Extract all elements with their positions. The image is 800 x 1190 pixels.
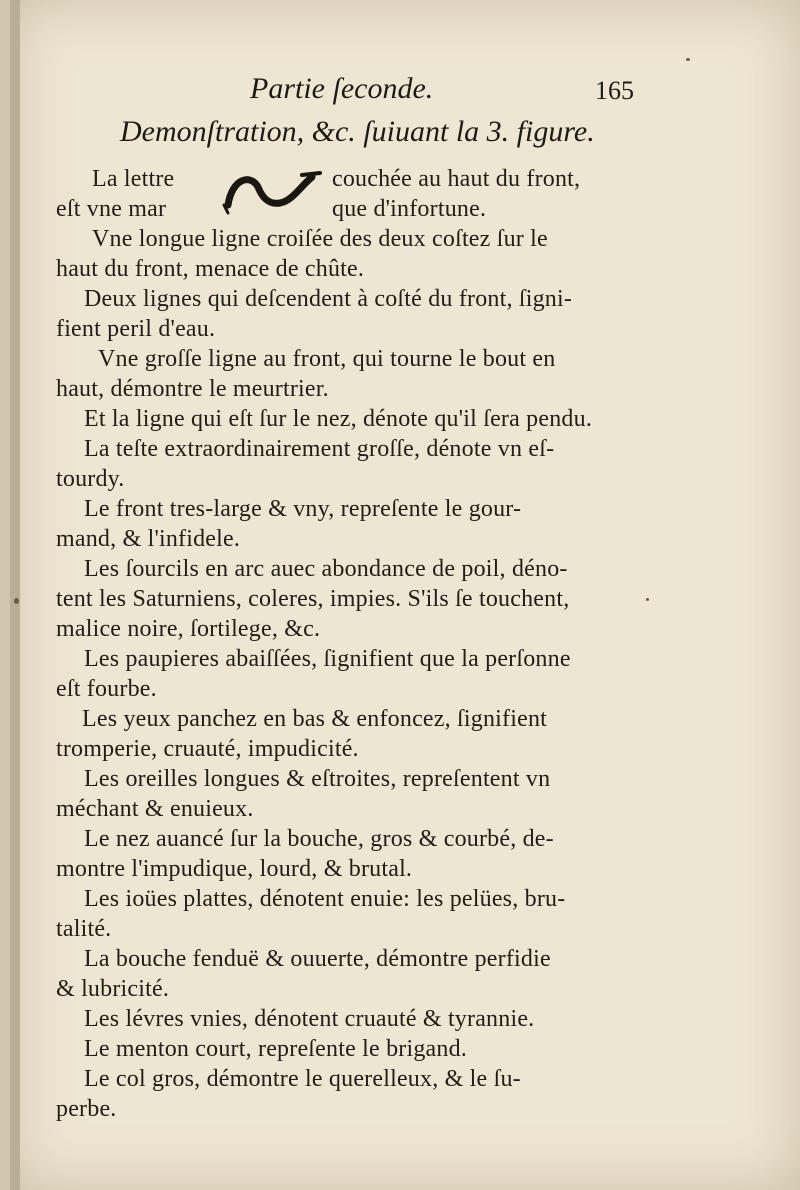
paper-fleck bbox=[646, 598, 649, 601]
text-line: La teſte extraordinairement groſſe, dénote vn eſ- bbox=[84, 436, 555, 462]
text-line: Les ioües plattes, dénotent enuie: les pelües, bru- bbox=[84, 886, 566, 912]
text-line: Les paupieres abaiſſées, ſignifient que la perſonne bbox=[84, 646, 571, 672]
paper-fleck bbox=[14, 598, 19, 604]
text-line: perbe. bbox=[56, 1096, 117, 1122]
running-head bbox=[10, 72, 800, 112]
text-line: couchée au haut du front, bbox=[332, 166, 581, 192]
letter-sigil-icon bbox=[222, 165, 322, 215]
text-line: haut du front, menace de chûte. bbox=[56, 256, 365, 282]
text-line: Le front tres-large & vny, repreſente le gour- bbox=[84, 496, 522, 522]
paper-fleck bbox=[686, 58, 690, 61]
text-line: tromperie, cruauté, impudicité. bbox=[56, 736, 359, 762]
text-line: tourdy. bbox=[56, 466, 125, 492]
text-line: Les oreilles longues & eſtroites, repreſentent vn bbox=[84, 766, 551, 792]
text-line: Et la ligne qui eſt ſur le nez, dénote qu'il ſera pendu. bbox=[84, 406, 593, 432]
text-line: montre l'impudique, lourd, & brutal. bbox=[56, 856, 413, 882]
book-page bbox=[10, 0, 800, 1190]
text-line: La bouche fenduë & ouuerte, démontre perfidie bbox=[84, 946, 551, 972]
text-line: tent les Saturniens, coleres, impies. S'ils ſe touchent, bbox=[56, 586, 570, 612]
text-line: Les ſourcils en arc auec abondance de poil, déno- bbox=[84, 556, 568, 582]
text-line: Le nez auancé ſur la bouche, gros & courbé, de- bbox=[84, 826, 554, 852]
text-line: Vne groſſe ligne au front, qui tourne le bout en bbox=[98, 346, 556, 372]
text-line: mand, & l'infidele. bbox=[56, 526, 241, 552]
running-title: Partie ſeconde. bbox=[250, 72, 434, 105]
text-line: fient peril d'eau. bbox=[56, 316, 216, 342]
text-line: eſt fourbe. bbox=[56, 676, 157, 702]
text-line: eſt vne mar bbox=[56, 196, 167, 222]
text-line: Les yeux panchez en bas & enfoncez, ſignifient bbox=[82, 706, 548, 732]
page-gutter bbox=[10, 0, 20, 1190]
section-title: Demonſtration, &c. ſuiuant la 3. figure. bbox=[120, 115, 595, 148]
text-line: Le menton court, repreſente le brigand. bbox=[84, 1036, 467, 1062]
text-line: Deux lignes qui deſcendent à coſté du front, ſigni- bbox=[84, 286, 573, 312]
page-number: 165 bbox=[595, 76, 634, 105]
text-line: que d'infortune. bbox=[332, 196, 487, 222]
text-line: méchant & enuieux. bbox=[56, 796, 254, 822]
text-line: Les lévres vnies, dénotent cruauté & tyrannie. bbox=[84, 1006, 535, 1032]
text-line: haut, démontre le meurtrier. bbox=[56, 376, 329, 402]
text-line: Vne longue ligne croiſée des deux coſtez ſur le bbox=[92, 226, 548, 252]
text-line: malice noire, ſortilege, &c. bbox=[56, 616, 321, 642]
text-line: talité. bbox=[56, 916, 112, 942]
text-line: La lettre bbox=[92, 166, 175, 192]
text-line: & lubricité. bbox=[56, 976, 170, 1002]
text-line: Le col gros, démontre le querelleux, & le ſu- bbox=[84, 1066, 521, 1092]
